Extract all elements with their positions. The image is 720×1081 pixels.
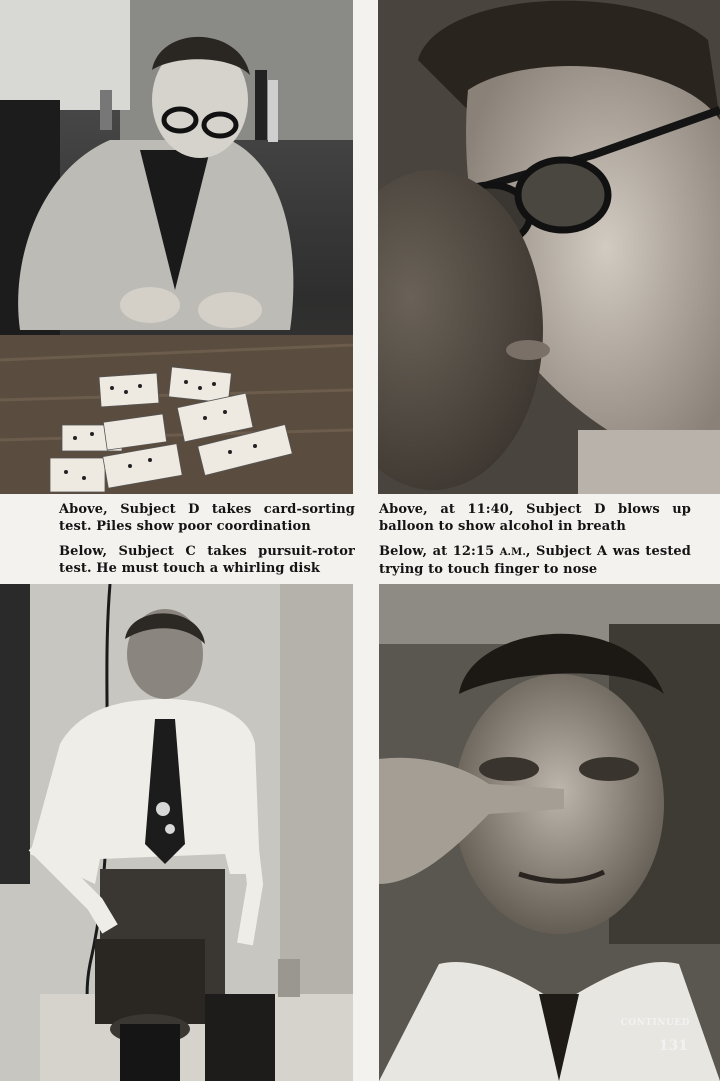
- caption-finger-nose-prefix: Below, at 12:15: [379, 544, 500, 559]
- page-number: 131: [658, 1038, 688, 1054]
- card-sorting-image: [0, 0, 353, 494]
- photo-card-sorting: [0, 0, 353, 494]
- balloon-test-image: [378, 0, 720, 494]
- finger-to-nose-image: [379, 584, 720, 1081]
- continued-label: CONTINUED: [620, 1018, 690, 1028]
- caption-finger-nose-time-ampm: A.M.: [499, 547, 526, 558]
- caption-card-sorting: Above, Subject D takes card-sorting test. Piles show poor coordination: [59, 502, 355, 534]
- pursuit-rotor-image: [0, 584, 353, 1081]
- caption-pursuit-rotor: Below, Subject C takes pursuit-rotor test. He must touch a whirling disk: [59, 544, 355, 576]
- caption-finger-nose: [379, 544, 691, 578]
- photo-pursuit-rotor: [0, 584, 353, 1081]
- photo-balloon-test: [378, 0, 720, 494]
- caption-finger-nose-suffix: , Subject A was tested trying to touch finger to nose: [379, 544, 691, 577]
- photo-finger-to-nose: [379, 584, 720, 1081]
- caption-balloon: Above, at 11:40, Subject D blows up balloon to show alcohol in breath: [379, 502, 691, 534]
